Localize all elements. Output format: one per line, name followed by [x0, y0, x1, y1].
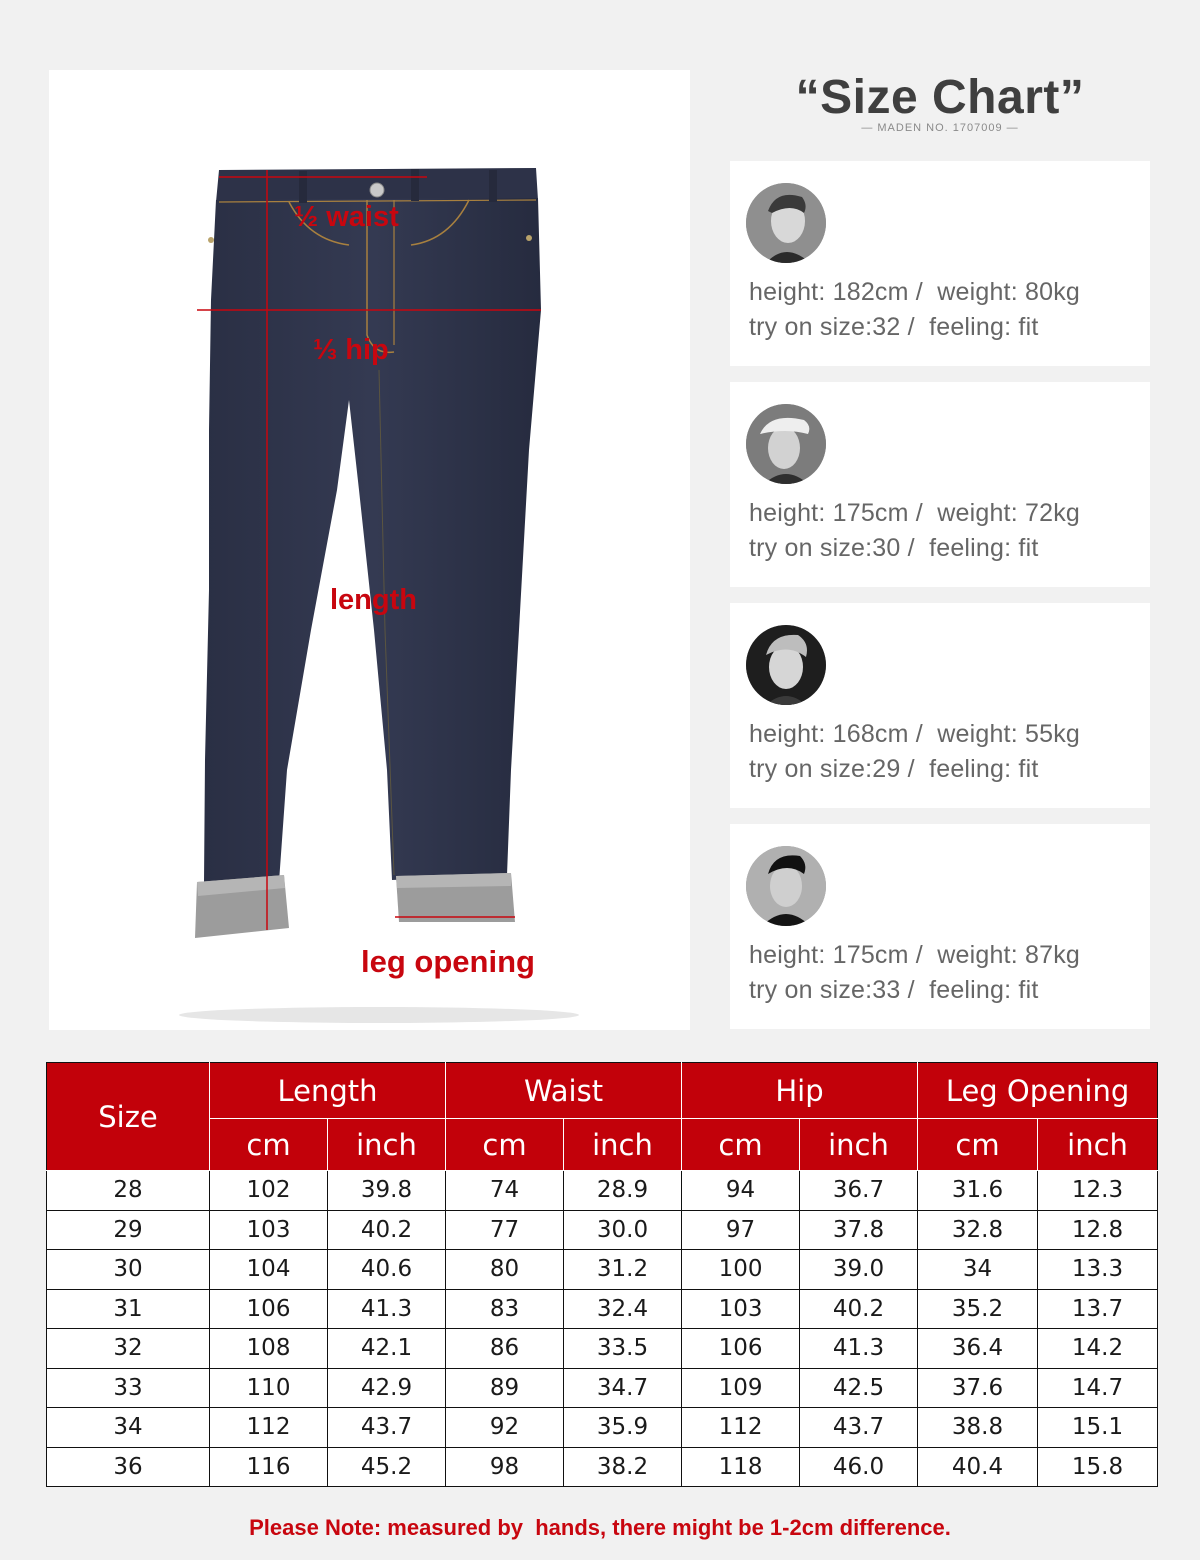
- unit-header: inch: [800, 1119, 918, 1171]
- measurement-cell: 42.9: [328, 1368, 446, 1408]
- size-table-body: [47, 1171, 1158, 1487]
- measurement-cell: 104: [210, 1250, 328, 1290]
- length-group-header: Length: [210, 1063, 446, 1119]
- unit-header: inch: [1038, 1119, 1158, 1171]
- table-row: [47, 1171, 1158, 1211]
- size-cell: 28: [47, 1171, 210, 1211]
- measurement-cell: 112: [682, 1408, 800, 1448]
- model-avatar: [746, 846, 826, 926]
- measurement-cell: 112: [210, 1408, 328, 1448]
- measurement-cell: 37.8: [800, 1210, 918, 1250]
- table-row: [47, 1447, 1158, 1487]
- measurement-cell: 33.5: [564, 1329, 682, 1369]
- size-cell: 31: [47, 1289, 210, 1329]
- model-height-weight: height: 175cm / weight: 72kg: [749, 499, 1080, 527]
- measurement-cell: 36.7: [800, 1171, 918, 1211]
- measurement-cell: 39.8: [328, 1171, 446, 1211]
- product-photo-panel: [49, 70, 690, 1030]
- measurement-cell: 45.2: [328, 1447, 446, 1487]
- unit-header-row: [47, 1119, 1158, 1171]
- size-cell: 34: [47, 1408, 210, 1448]
- table-row: [47, 1329, 1158, 1369]
- measurement-cell: 97: [682, 1210, 800, 1250]
- size-cell: 33: [47, 1368, 210, 1408]
- measurement-cell: 42.1: [328, 1329, 446, 1369]
- measurement-cell: 89: [446, 1368, 564, 1408]
- model-card: [730, 382, 1150, 587]
- measurement-cell: 32.8: [918, 1210, 1038, 1250]
- table-row: [47, 1408, 1158, 1448]
- measurement-cell: 34: [918, 1250, 1038, 1290]
- table-row: [47, 1250, 1158, 1290]
- leg-opening-label: leg opening: [361, 944, 535, 979]
- page-title: “Size Chart”: [795, 71, 1085, 124]
- waist-label: ½ waist: [294, 201, 399, 233]
- model-size-feeling: try on size:29 / feeling: fit: [749, 755, 1039, 783]
- measurement-cell: 38.8: [918, 1408, 1038, 1448]
- size-cell: 36: [47, 1447, 210, 1487]
- measurement-cell: 74: [446, 1171, 564, 1211]
- measurement-cell: 43.7: [328, 1408, 446, 1448]
- leg-opening-group-header: Leg Opening: [918, 1063, 1158, 1119]
- unit-header: cm: [918, 1119, 1038, 1171]
- measurement-cell: 15.1: [1038, 1408, 1158, 1448]
- measurement-cell: 39.0: [800, 1250, 918, 1290]
- measurement-cell: 46.0: [800, 1447, 918, 1487]
- measurement-cell: 13.3: [1038, 1250, 1158, 1290]
- length-label: length: [330, 584, 417, 616]
- measurement-cell: 110: [210, 1368, 328, 1408]
- model-card: [730, 603, 1150, 808]
- model-height-weight: height: 182cm / weight: 80kg: [749, 278, 1080, 306]
- group-header-row: [47, 1063, 1158, 1119]
- measurement-cell: 109: [682, 1368, 800, 1408]
- measurement-cell: 108: [210, 1329, 328, 1369]
- measurement-cell: 103: [682, 1289, 800, 1329]
- size-column-header: Size: [47, 1063, 210, 1171]
- measurement-cell: 83: [446, 1289, 564, 1329]
- measurement-cell: 30.0: [564, 1210, 682, 1250]
- table-row: [47, 1368, 1158, 1408]
- model-avatar: [746, 625, 826, 705]
- measurement-cell: 40.2: [328, 1210, 446, 1250]
- model-size-feeling: try on size:32 / feeling: fit: [749, 313, 1039, 341]
- table-row: [47, 1289, 1158, 1329]
- model-card: [730, 161, 1150, 366]
- measurement-cell: 34.7: [564, 1368, 682, 1408]
- measurement-cell: 100: [682, 1250, 800, 1290]
- measurement-cell: 35.2: [918, 1289, 1038, 1329]
- unit-header: cm: [682, 1119, 800, 1171]
- measurement-cell: 32.4: [564, 1289, 682, 1329]
- measurement-cell: 94: [682, 1171, 800, 1211]
- measurement-cell: 15.8: [1038, 1447, 1158, 1487]
- model-height-weight: height: 168cm / weight: 55kg: [749, 720, 1080, 748]
- model-avatar: [746, 183, 826, 263]
- measurement-cell: 118: [682, 1447, 800, 1487]
- measurement-cell: 106: [682, 1329, 800, 1369]
- measurement-cell: 12.8: [1038, 1210, 1158, 1250]
- measurement-cell: 14.2: [1038, 1329, 1158, 1369]
- measurement-cell: 41.3: [328, 1289, 446, 1329]
- table-row: [47, 1210, 1158, 1250]
- model-card: [730, 824, 1150, 1029]
- measurement-cell: 116: [210, 1447, 328, 1487]
- measurement-cell: 42.5: [800, 1368, 918, 1408]
- measurement-cell: 31.2: [564, 1250, 682, 1290]
- measurement-cell: 98: [446, 1447, 564, 1487]
- size-cell: 30: [47, 1250, 210, 1290]
- model-avatar: [746, 404, 826, 484]
- measurement-cell: 106: [210, 1289, 328, 1329]
- measurement-note: Please Note: measured by hands, there might be 1-2cm difference.: [249, 1515, 951, 1540]
- measurement-cell: 12.3: [1038, 1171, 1158, 1211]
- measurement-cell: 40.6: [328, 1250, 446, 1290]
- measurement-cell: 92: [446, 1408, 564, 1448]
- hip-label: ⅓ hip: [313, 334, 389, 366]
- measurement-cell: 13.7: [1038, 1289, 1158, 1329]
- size-table: [46, 1062, 1158, 1487]
- model-height-weight: height: 175cm / weight: 87kg: [749, 941, 1080, 969]
- measurement-cell: 80: [446, 1250, 564, 1290]
- size-cell: 29: [47, 1210, 210, 1250]
- measurement-cell: 31.6: [918, 1171, 1038, 1211]
- unit-header: cm: [210, 1119, 328, 1171]
- measurement-cell: 37.6: [918, 1368, 1038, 1408]
- measurement-cell: 43.7: [800, 1408, 918, 1448]
- measurement-cell: 86: [446, 1329, 564, 1369]
- model-size-feeling: try on size:33 / feeling: fit: [749, 976, 1039, 1004]
- unit-header: inch: [328, 1119, 446, 1171]
- measurement-cell: 40.2: [800, 1289, 918, 1329]
- measurement-cell: 35.9: [564, 1408, 682, 1448]
- unit-header: cm: [446, 1119, 564, 1171]
- waist-group-header: Waist: [446, 1063, 682, 1119]
- measurement-cell: 14.7: [1038, 1368, 1158, 1408]
- measurement-cell: 38.2: [564, 1447, 682, 1487]
- measurement-cell: 41.3: [800, 1329, 918, 1369]
- model-number: — MADEN NO. 1707009 —: [861, 122, 1019, 134]
- size-cell: 32: [47, 1329, 210, 1369]
- measurement-cell: 40.4: [918, 1447, 1038, 1487]
- measurement-cell: 102: [210, 1171, 328, 1211]
- measurement-cell: 77: [446, 1210, 564, 1250]
- hip-group-header: Hip: [682, 1063, 918, 1119]
- measurement-cell: 36.4: [918, 1329, 1038, 1369]
- measurement-cell: 103: [210, 1210, 328, 1250]
- unit-header: inch: [564, 1119, 682, 1171]
- measurement-cell: 28.9: [564, 1171, 682, 1211]
- model-size-feeling: try on size:30 / feeling: fit: [749, 534, 1039, 562]
